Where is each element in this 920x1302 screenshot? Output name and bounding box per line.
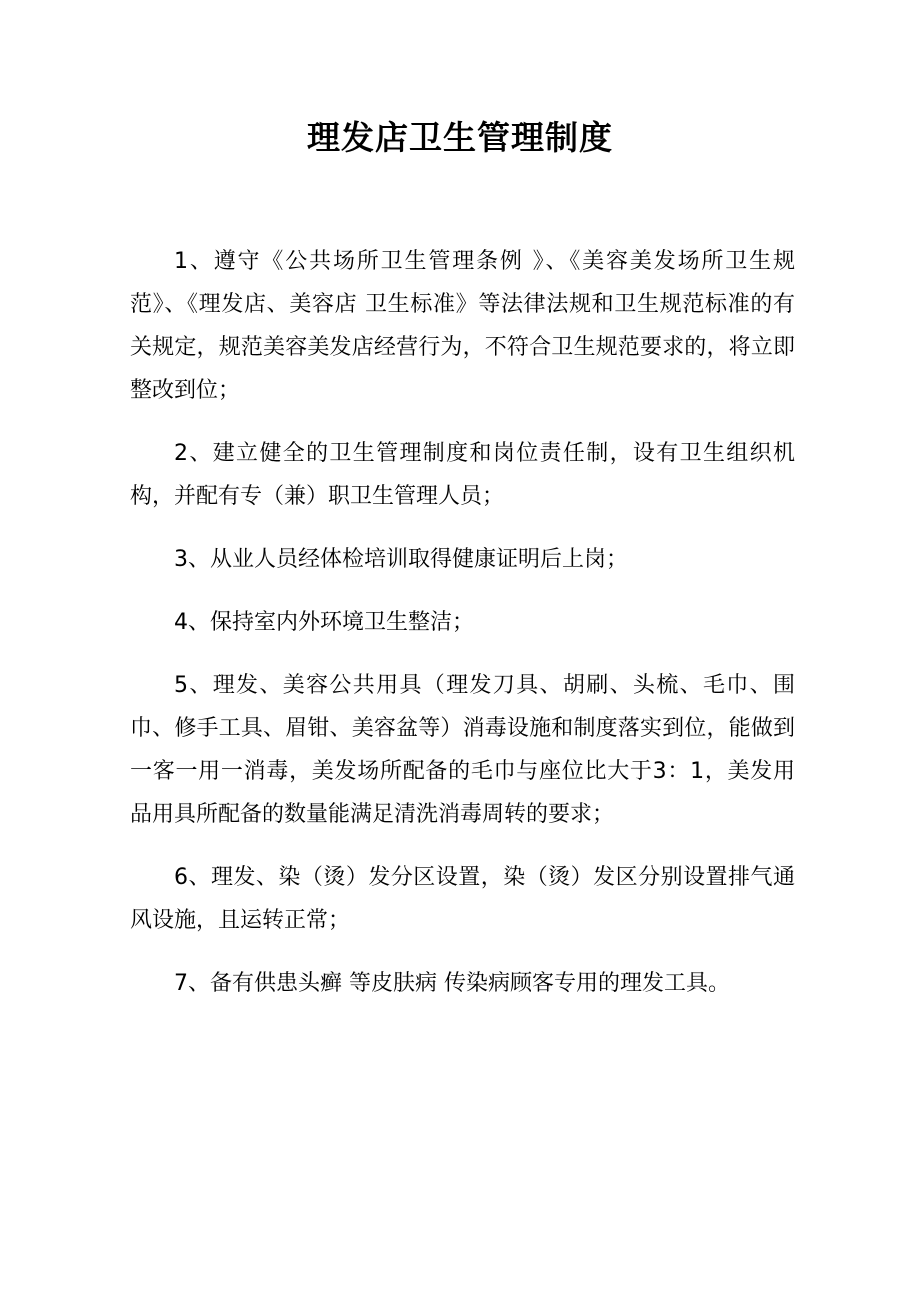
paragraph-3: 3、从业人员经体检培训取得健康证明后上岗；: [174, 547, 628, 572]
paragraph-5: 5、理发、美容公共用具（理发刀具、胡刷、头梳、毛巾、围巾、修手工具、眉钳、美容盆等）消毒设施和制度落实到位，能做到一客一用一消毒，美发场所配备的毛巾与座位比大于3：1，美发用品用具所配备的数量能满足清洗消毒周转的要求；: [130, 673, 795, 827]
paragraph-6: 6、理发、染（烫）发分区设置，染（烫）发区分别设置排气通风设施，且运转正常；: [130, 865, 795, 933]
document-body: [130, 240, 795, 1025]
document-title: 理发店卫生管理制度: [307, 118, 613, 157]
paragraph-4: 4、保持室内外环境卫生整洁；: [174, 610, 474, 635]
paragraph-2: 2、建立健全的卫生管理制度和岗位责任制，设有卫生组织机构，并配有专（兼）职卫生管理人员；: [130, 441, 795, 509]
paragraph-7: 7、备有供患头癣 等皮肤病 传染病顾客专用的理发工具。: [174, 971, 730, 996]
paragraph-1: 1、遵守《公共场所卫生管理条例 》、《美容美发场所卫生规范》、《理发店、美容店 卫生标准》等法律法规和卫生规范标准的有关规定，规范美容美发店经营行为，不符合卫生规范要求的，将立即整改到位；: [130, 249, 795, 403]
